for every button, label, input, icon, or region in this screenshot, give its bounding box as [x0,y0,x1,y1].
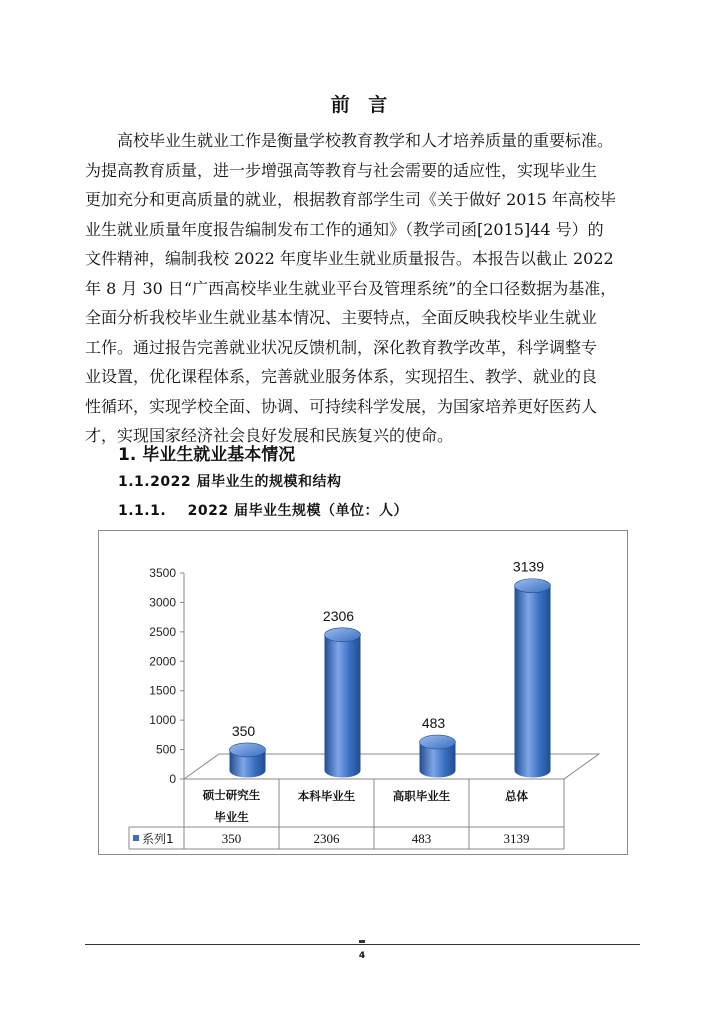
paragraph-line: 为提高教育质量，进一步增强高等教育与社会需要的适应性，实现毕业生 [85,160,598,180]
paragraph-line: 才，实现国家经济社会良好发展和民族复兴的使命。 [85,426,454,445]
category-label: 高职毕业生 [392,789,451,803]
y-tick-label: 1000 [149,713,176,728]
y-tick-label: 1500 [149,683,176,698]
category-label: 毕业生 [214,810,249,824]
paragraph-line: 年 8 月 30 日“广西高校毕业生就业平台及管理系统”的全口径数据为基准， [85,278,617,298]
intro-paragraph [85,126,641,451]
bar-value-label: 2306 [322,607,355,624]
legend-label: 系列1 [142,832,174,846]
page-title: 前 言 [330,94,394,116]
bar-3 [515,586,551,778]
y-tick-label: 3000 [149,595,176,610]
bar-value-label: 350 [231,722,256,739]
category-label: 硕士研究生 [202,788,261,802]
bar-top-2 [420,735,456,749]
paragraph-line: 业设置，优化课程体系，完善就业服务体系，实现招生、教学、就业的良 [85,367,598,386]
bar-value-label: 3139 [512,558,545,575]
paragraph-line: 文件精神，编制我校 2022 年度毕业生就业质量报告。本报告以截止 2022 [85,249,614,268]
y-tick-label: 2000 [149,654,176,669]
footer-rule-mark [359,940,365,943]
y-tick-label: 2500 [149,624,176,639]
bar-top-0 [230,743,266,757]
table-value: 350 [221,831,242,846]
table-value: 3139 [503,831,530,846]
y-tick-label: 0 [169,772,176,786]
section-heading-1-1: 1.1.2022 届毕业生的规模和结构 [118,474,342,490]
paragraph-line: 更加充分和更高质量的就业，根据教育部学生司《关于做好 2015 年高校毕 [85,190,616,209]
chart-canvas [99,531,629,856]
bar-top-1 [325,628,361,642]
bar-1 [325,635,361,778]
paragraph-line: 全面分析我校毕业生就业基本情况、主要特点，全面反映我校毕业生就业 [85,308,598,327]
paragraph-line: 工作。通过报告完善就业状况反馈机制，深化教育教学改革，科学调整专 [85,337,598,357]
paragraph-line: 性循环，实现学校全面、协调、可持续科学发展，为国家培养更好医药人 [85,396,598,416]
section-heading-1-1-1: 1.1.1. 2022 届毕业生规模（单位：人） [118,503,409,519]
table-value: 2306 [313,831,340,846]
bar-top-3 [515,579,551,593]
legend-swatch [133,835,139,841]
table-value: 483 [411,831,432,846]
category-label: 总体 [505,789,528,803]
bar-value-label: 483 [421,715,446,732]
graduate-scale-chart [98,530,628,855]
paragraph-line: 高校毕业生就业工作是衡量学校教育教学和人才培养质量的重要标准。 [85,131,614,150]
paragraph-line: 业生就业质量年度报告编制发布工作的通知》（教学司函[2015]44 号）的 [85,219,604,239]
section-heading-1: 1. 毕业生就业基本情况 [118,445,296,465]
page-number: 4 [358,951,366,961]
category-label: 本科毕业生 [297,789,356,803]
y-tick-label: 3500 [149,566,176,580]
footer-rule [85,944,640,945]
y-tick-label: 500 [155,742,176,757]
